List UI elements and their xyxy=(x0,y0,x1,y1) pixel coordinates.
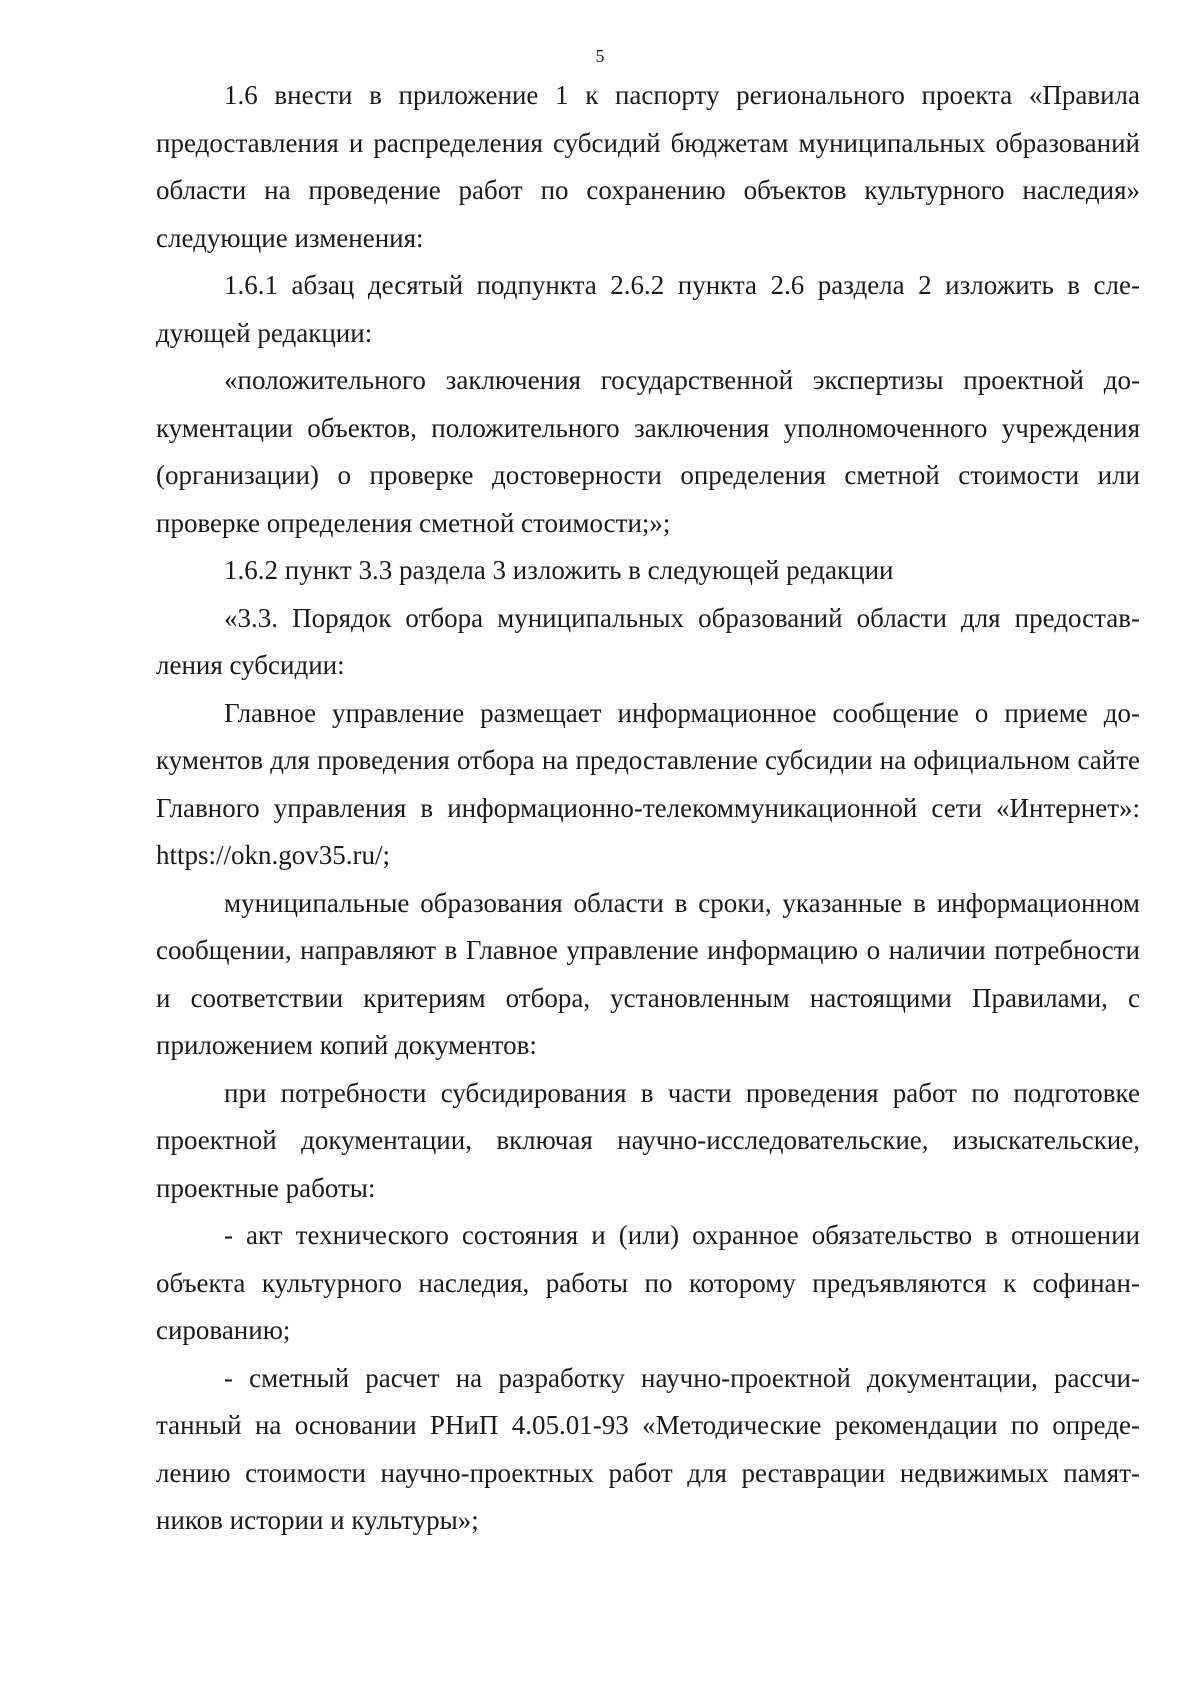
document-body xyxy=(156,72,1140,1545)
paragraph: при потребности субсидирования в части проведения работ по подготовке проектной документации, включая научно-исследовательские, изыскательские, проектные работы: xyxy=(156,1077,1140,1203)
paragraph: 1.6.2 пункт 3.3 раздела 3 изложить в следующей редакции xyxy=(224,555,894,585)
paragraph: - акт технического состояния и (или) охранное обязательство в отношении объекта культурного наследия, работы по которому предъявляются к софинансированию; xyxy=(156,1220,1140,1345)
page-number: 5 xyxy=(595,46,605,66)
paragraph: «3.3. Порядок отбора муниципальных образований области для предоставления субсидии: xyxy=(156,602,1140,680)
paragraph: 1.6.1 абзац десятый подпункта 2.6.2 пункта 2.6 раздела 2 изложить в следующей редакции: xyxy=(156,270,1140,348)
paragraph: «положительного заключения государственной экспертизы проектной документации объектов, положительного заключения уполномоченного учреждения (организации) о проверке достоверности определения сметной стоимости или проверке определения сметной стоимости;»; xyxy=(156,365,1140,538)
paragraph: муниципальные образования области в сроки, указанные в информационном сообщении, направляют в Главное управление информацию о наличии потребности и соответствии критериям отбора, установленным настоящими Правилами, с приложением копий документов: xyxy=(156,887,1140,1060)
paragraph: 1.6 внести в приложение 1 к паспорту регионального проекта «Правила предоставления и распределения субсидий бюджетам муниципальных образований области на проведение работ по сохранению объектов культурного наследия» следующие изменения: xyxy=(156,80,1140,253)
paragraph: - сметный расчет на разработку научно-проектной документации, рассчитанный на основании РНиП 4.05.01-93 «Методические рекомендации по определению стоимости научно-проектных работ для реставрации недвижимых памятников истории и культуры»; xyxy=(156,1362,1140,1535)
paragraph: Главное управление размещает информационное сообщение о приеме документов для проведения отбора на предоставление субсидии на официальном сайте Главного управления в информационно-телекоммуникационной сети «Интернет»: https://okn.gov35.ru/; xyxy=(156,697,1140,870)
